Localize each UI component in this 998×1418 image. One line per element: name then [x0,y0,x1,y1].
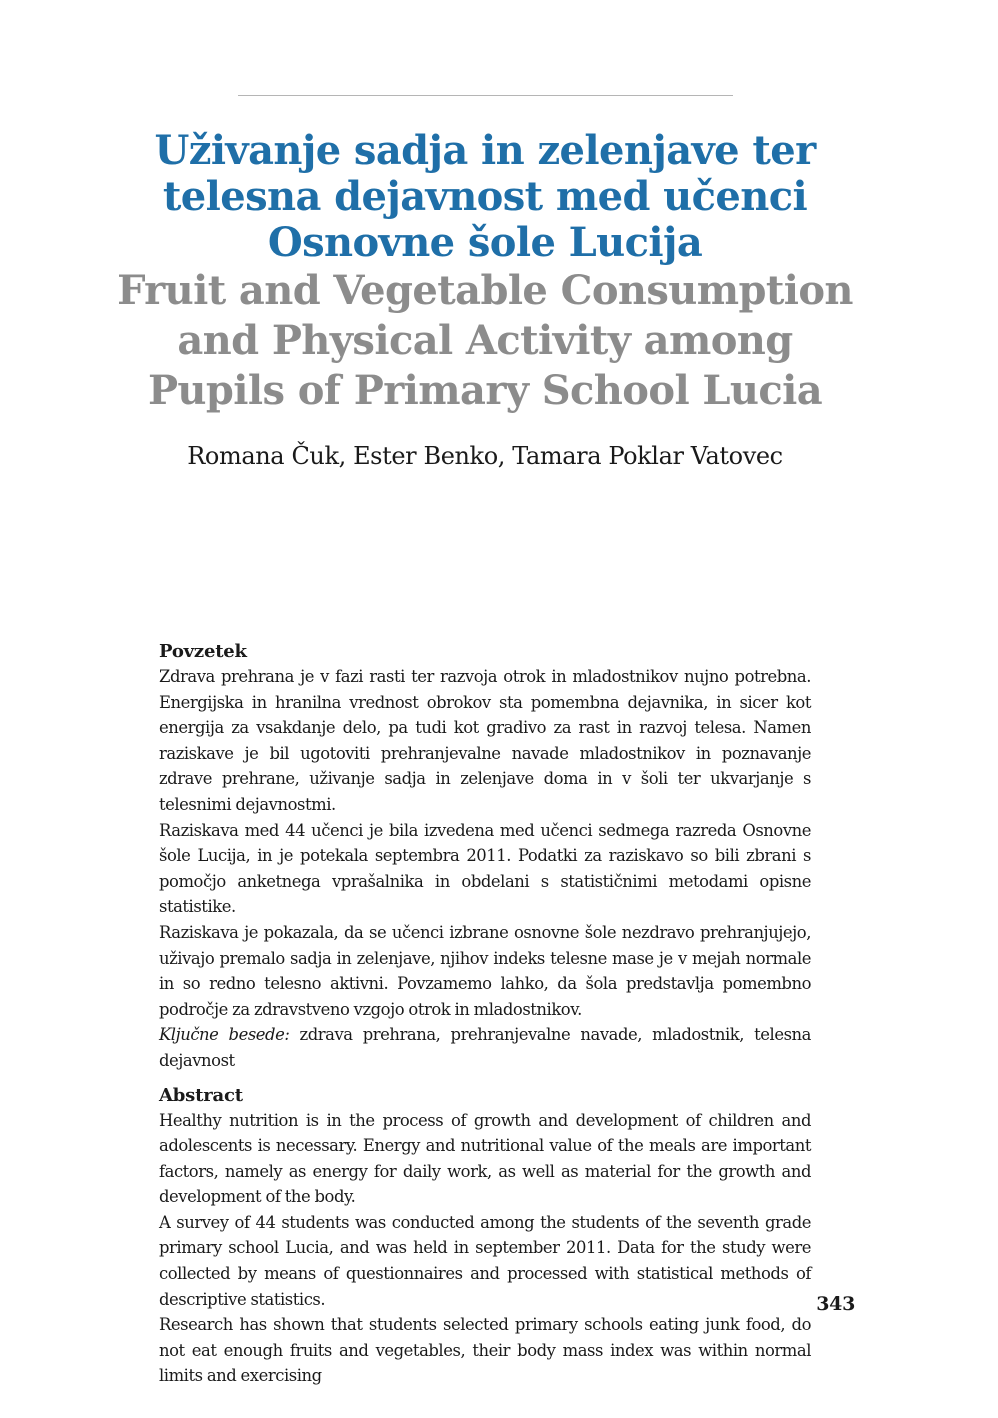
povzetek-heading: Povzetek [159,641,247,662]
abstract-heading: Abstract [159,1084,243,1106]
top-divider [238,95,733,96]
keywords-label: Ključne besede: [159,1025,290,1045]
authors: Romana Čuk, Ester Benko, Tamara Poklar Vatovec [187,442,783,470]
title-block [110,128,860,416]
title-english: Fruit and Vegetable Consumption and Physical Activity among Pupils of Primary School Lucia [117,267,853,414]
abstract-paragraph: Research has shown that students selected primary schools eating junk food, do not eat enough fruits and vegetables, their body mass index was within normal limits and exercising [159,1315,811,1386]
keywords-text: zdrava prehrana, prehranjevalne navade, mladostnik, telesna dejavnost [159,1025,811,1070]
article-body [159,640,811,1389]
povzetek-paragraph: Raziskava je pokazala, da se učenci izbrane osnovne šole nezdravo prehranjujejo, uživajo premalo sadja in zelenjave, njihov indeks telesne mase je v mejah normale in so redno telesno aktivni. Povzamemo lahko, da šola predstavlja pomembno področje za zdravstveno vzgojo otrok in mladostnikov. [159,922,811,1019]
title-slovene: Uživanje sadja in zelenjave ter telesna dejavnost med učenci Osnovne šole Lucija [154,127,816,266]
abstract-paragraph: A survey of 44 students was conducted among the students of the seventh grade primary school Lucia, and was held in september 2011. Data for the study were collected by means of questionnaires and processed with statistical methods of descriptive statistics. [159,1212,811,1309]
page-number: 343 [816,1293,855,1315]
povzetek-paragraph: Raziskava med 44 učenci je bila izvedena med učenci sedmega razreda Osnovne šole Lucija, in je potekala septembra 2011. Podatki za raziskavo so bili zbrani s pomočjo anketnega vprašalnika in obdelani s statističnimi metodami opisne statistike. [159,820,811,917]
abstract-paragraph: Healthy nutrition is in the process of growth and development of children and adolescents is necessary. Energy and nutritional value of the meals are important factors, namely as energy for daily work, as well as material for the growth and development of the body. [159,1110,811,1207]
povzetek-paragraph: Zdrava prehrana je v fazi rasti ter razvoja otrok in mladostnikov nujno potrebna. Energijska in hranilna vrednost obrokov sta pomembna dejavnika, in sicer kot energija za vsakdanje delo, pa tudi kot gradivo za rast in razvoj telesa. Namen raziskave je bil ugotoviti prehranjevalne navade mladostnikov in poznavanje zdrave prehrane, uživanje sadja in zelenjave doma in v šoli ter ukvarjanje s telesnimi dejavnostmi. [159,667,811,814]
keywords-line [159,1022,811,1073]
